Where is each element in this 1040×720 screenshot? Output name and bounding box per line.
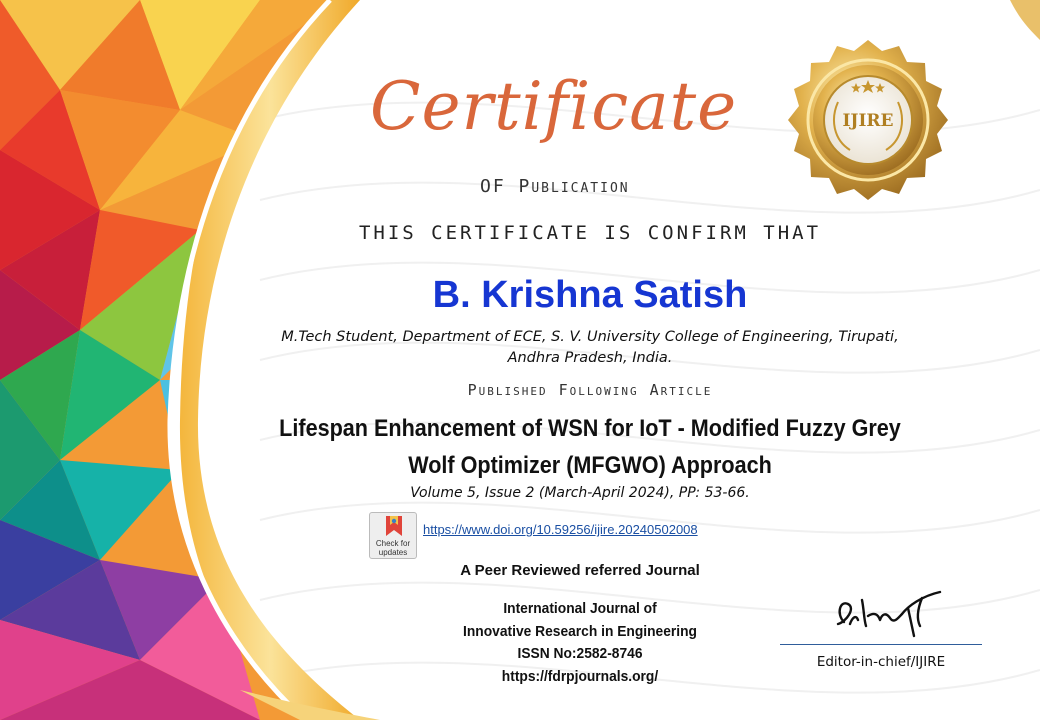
journal-info: [380, 598, 780, 688]
journal-issn: ISSN No:2582-8746: [517, 645, 643, 662]
article-title-line-1: Lifespan Enhancement of WSN for IoT - Modified Fuzzy Grey: [279, 415, 901, 442]
article-title: [266, 410, 914, 484]
bookmark-icon: [384, 516, 404, 538]
signatory-title: Editor-in-chief/IJIRE: [816, 654, 946, 670]
journal-url[interactable]: https://fdrpjournals.org/: [501, 667, 659, 685]
certificate-heading: Certificate: [370, 68, 738, 145]
affiliation-line-1: M.Tech Student, Department of ECE, S. V. University College of Engineering, Tirupati,: [281, 329, 899, 345]
seal-text: IJIRE: [842, 111, 894, 131]
recipient-affiliation: [240, 327, 940, 369]
confirm-line: THIS CERTIFICATE IS CONFIRM THAT: [358, 222, 822, 244]
affiliation-line-2: Andhra Pradesh, India.: [507, 350, 673, 366]
peer-review-line: A Peer Reviewed referred Journal: [460, 562, 700, 579]
doi-link[interactable]: https://www.doi.org/10.59256/ijire.20240502008: [423, 522, 698, 537]
gold-seal-badge: [786, 38, 950, 202]
journal-line-2: Innovative Research in Engineering: [463, 622, 697, 640]
check-for-updates-label: Check for updates: [375, 539, 411, 557]
volume-info: Volume 5, Issue 2 (March-April 2024), PP: 53-66.: [410, 485, 750, 501]
article-title-line-2: Wolf Optimizer (MFGWO) Approach: [408, 452, 772, 479]
editor-signature: [826, 578, 956, 640]
check-for-updates-badge[interactable]: [369, 512, 417, 559]
published-label: Published Following Article: [467, 381, 713, 399]
journal-line-1: International Journal of: [503, 600, 657, 617]
signature-line: [780, 644, 982, 645]
recipient-name: B. Krishna Satish: [432, 274, 748, 316]
gold-corner-accent: [1010, 0, 1040, 40]
certificate-subheading: OF Publication: [480, 176, 630, 197]
